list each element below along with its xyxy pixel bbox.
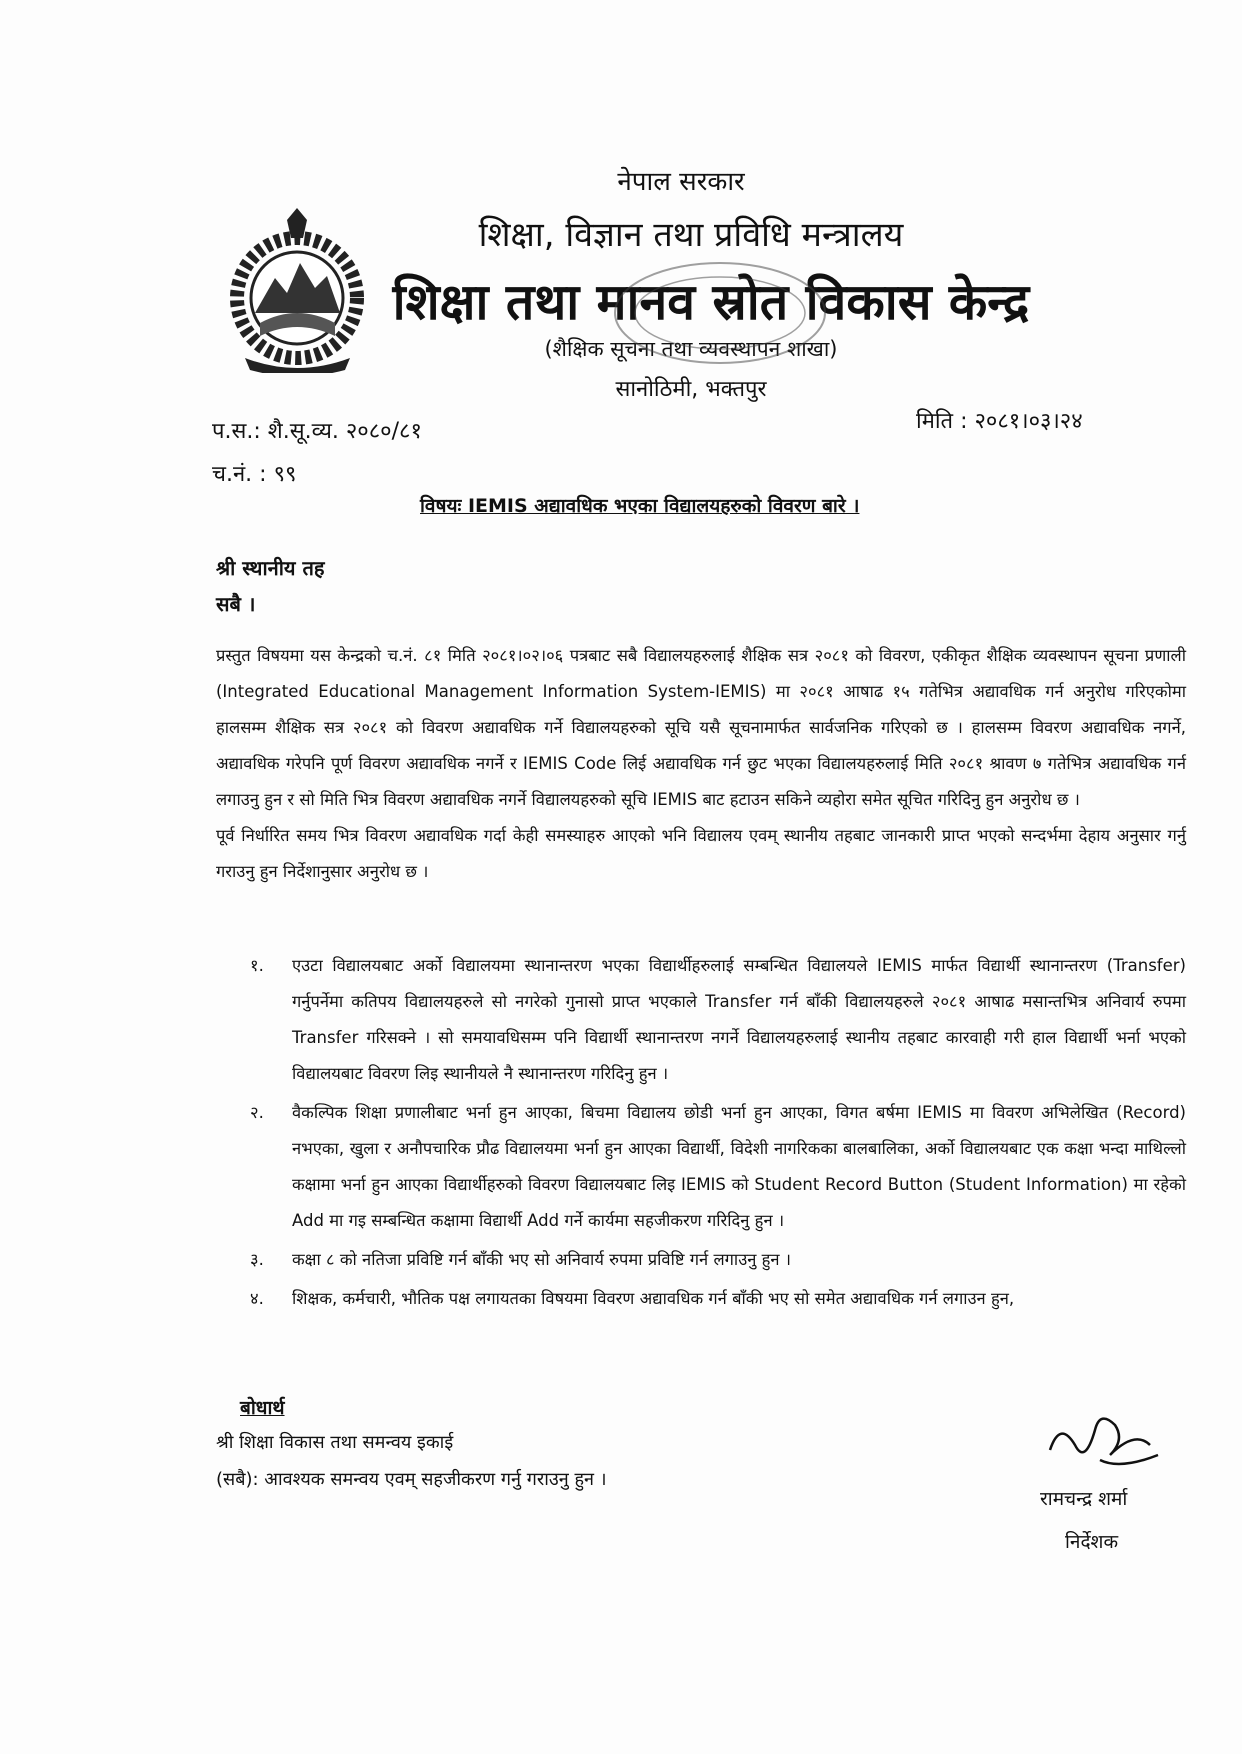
list-item-number: ३. [250,1250,264,1269]
office-stamp [605,255,835,370]
reference-number: प.स.: शै.सू.व्य. २०८०/८१ [212,419,422,444]
signatory-name: रामचन्द्र शर्मा [1040,1488,1128,1510]
center-name: शिक्षा तथा मानव स्रोत विकास केन्द्र [392,273,1030,331]
list-item-number: ४. [250,1289,264,1308]
section-name: (शैक्षिक सूचना तथा व्यवस्थापन शाखा) [544,337,838,361]
office-location: सानोठिमी, भक्तपुर [615,377,767,402]
body-paragraph: प्रस्तुत विषयमा यस केन्द्रको च.नं. ८१ मिति २०८१।०२।०६ पत्रबाट सबै विद्यालयहरुलाई शैक्षिक सत्र २०८१ को विवरण, एकीकृत शैक्षिक व्यवस्थापन सूचना प्रणाली (Integrated Educational Management Information System-IEMIS) मा २०८१ आषाढ १५ गतेभित्र अद्यावधिक गर्न अनुरोध गरिएकोमा हालसम्म शैक्षिक सत्र २०८१ को विवरण अद्यावधिक गर्ने विद्यालयहरुको सूचि यसै सूचनामार्फत सार्वजनिक गरिएको छ । हालसम्म विवरण अद्यावधिक नगर्ने, अद्यावधिक गरेपनि पूर्ण विवरण अद्यावधिक नगर्ने र IEMIS Code लिई अद्यावधिक गर्न छुट भएका विद्यालयहरुलाई मिति २०८१ श्रावण ७ गतेभित्र अद्यावधिक गर्न लगाउनु हुन र सो मिति भित्र विवरण अद्यावधिक नगर्ने विद्यालयहरुको सूचि IEMIS बाट हटाउन सकिने व्यहोरा समेत सूचित गरिदिनु हुन अनुरोध छ । [216,646,1186,809]
list-item-number: २. [250,1103,264,1122]
dispatch-number: च.नं. : ९९ [212,462,297,487]
letter-body [216,638,1186,890]
body-paragraph: पूर्व निर्धारित समय भित्र विवरण अद्यावधिक गर्दा केही समस्याहरु आएको भनि विद्यालय एवम् स्थानीय तहबाट जानकारी प्राप्त भएको सन्दर्भमा देहाय अनुसार गर्नु गराउनु हुन निर्देशानुसार अनुरोध छ । [216,826,1186,881]
cc-heading: बोधार्थ [240,1397,285,1419]
list-item-text: एउटा विद्यालयबाट अर्को विद्यालयमा स्थानान्तरण भएका विद्यार्थीहरुलाई सम्बन्धित विद्यालयले IEMIS मार्फत विद्यार्थी स्थानान्तरण (Transfer) गर्नुपर्नेमा कतिपय विद्यालयहरुले सो नगरेको गुनासो प्राप्त भएकाले Transfer गर्न बाँकी विद्यालयहरुले २०८१ आषाढ मसान्तभित्र अनिवार्य रुपमा Transfer गरिसक्ने । सो समयावधिसम्म पनि विद्यार्थी स्थानान्तरण नगर्ने विद्यालयहरुलाई स्थानीय तहबाट कारवाही गरी हाल विद्यार्थी भर्ना भएको विद्यालयबाट विवरण लिइ स्थानीयले नै स्थानान्तरण गरिदिनु हुन । [292,956,1186,1083]
letter-subject: विषयः IEMIS अद्यावधिक भएका विद्यालयहरुको विवरण बारे । [420,495,860,517]
list-item-text: वैकल्पिक शिक्षा प्रणालीबाट भर्ना हुन आएका, बिचमा विद्यालय छोडी भर्ना हुन आएका, विगत बर्षमा IEMIS मा विवरण अभिलेखित (Record) नभएका, खुला र अनौपचारिक प्रौढ विद्यालयमा भर्ना हुन आएका विद्यार्थी, विदेशी नागरिकका बालबालिका, अर्को विद्यालयबाट एक कक्षा भन्दा माथिल्लो कक्षामा भर्ना हुन आएका विद्यार्थीहरुको विवरण विद्यालयबाट लिइ IEMIS को Student Record Button (Student Information) मा रहेको Add मा गइ सम्बन्धित कक्षामा विद्यार्थी Add गर्ने कार्यमा सहजीकरण गरिदिनु हुन । [292,1103,1186,1230]
ministry-name: शिक्षा, विज्ञान तथा प्रविधि मन्त्रालय [478,215,904,255]
letter-date: मिति : २०८१।०३।२४ [916,409,1083,434]
addressee-line: सबै । [216,592,256,616]
signatory-designation: निर्देशक [1065,1531,1119,1553]
list-item-number: १. [250,956,264,975]
government-name: नेपाल सरकार [617,167,745,197]
list-item [250,1281,1186,1317]
addressee-line: श्री स्थानीय तह [216,556,325,580]
list-item [250,1095,1186,1239]
cc-recipient: श्री शिक्षा विकास तथा समन्वय इकाई [216,1432,454,1453]
list-item-text: कक्षा ८ को नतिजा प्रविष्टि गर्न बाँकी भए सो अनिवार्य रुपमा प्रविष्टि गर्न लगाउनु हुन । [292,1250,792,1269]
handwritten-signature [1040,1400,1170,1480]
cc-instruction: (सबै): आवश्यक समन्वय एवम् सहजीकरण गर्नु गराउनु हुन । [216,1469,607,1490]
list-item [250,948,1186,1092]
list-item-text: शिक्षक, कर्मचारी, भौतिक पक्ष लगायतका विषयमा विवरण अद्यावधिक गर्न बाँकी भए सो समेत अद्यावधिक गर्न लगाउन हुन, [292,1289,1015,1308]
list-item [250,1242,1186,1278]
instruction-list [250,948,1186,1320]
